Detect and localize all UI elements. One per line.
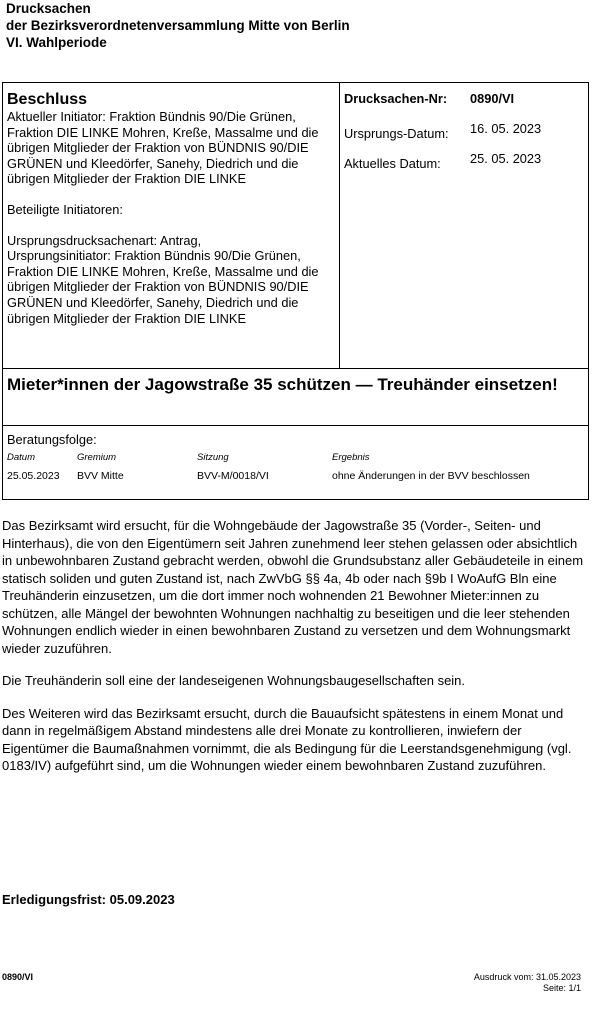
- row-session: BVV-M/0018/VI: [197, 470, 269, 482]
- document-type: Beschluss: [7, 91, 88, 108]
- origin-initiator: Ursprungsinitiator: Fraktion Bündnis 90/Die Grünen, Fraktion DIE LINKE Mohren, Kreße, Massalme und die übrigen Mitglieder der Fraktion von BÜNDNIS 90/DIE GRÜNEN und Kleedörfer, Sanehy, Diedrich und die übrigen Mitglieder der Fraktion DIE LINKE: [7, 248, 319, 326]
- document-title: Mieter*innen der Jagowstraße 35 schützen — Treuhänder einsetzen!: [3, 369, 588, 426]
- document-number-row: [344, 91, 584, 106]
- involved-initiators: Beteiligte Initiatoren:: [7, 201, 123, 217]
- row-committee: BVV Mitte: [77, 470, 124, 482]
- header-line-2: der Bezirksverordnetenversammlung Mitte von Berlin: [6, 18, 350, 33]
- consultation-header-row: [7, 452, 584, 464]
- metadata-table: [2, 82, 589, 500]
- print-date: Ausdruck vom: 31.05.2023: [473, 972, 581, 982]
- consultation-heading: Beratungsfolge:: [7, 432, 97, 447]
- current-initiator: Aktueller Initiator: Fraktion Bündnis 90/Die Grünen, Fraktion DIE LINKE Mohren, Kreße, Massalme und die übrigen Mitglieder der Fraktion von BÜNDNIS 90/DIE GRÜNEN und Kleedörfer, Sanehy, Diedrich und die übrigen Mitglieder der Fraktion DIE LINKE: [7, 109, 319, 187]
- col-session-header: Sitzung: [197, 452, 229, 463]
- origin-type: Ursprungsdrucksachenart: Antrag,: [7, 232, 202, 248]
- document-number-value: 0890/VI: [470, 91, 515, 106]
- origin-date-value: 16. 05. 2023: [470, 121, 542, 136]
- row-result: ohne Änderungen in der BVV beschlossen: [332, 470, 530, 482]
- deadline: Erledigungsfrist: 05.09.2023: [2, 892, 175, 907]
- footer-document-number: 0890/VI: [2, 972, 34, 982]
- header-line-1: Drucksachen: [6, 1, 91, 16]
- current-date-value: 25. 05. 2023: [470, 151, 542, 166]
- current-date-row: [344, 151, 584, 171]
- consultation-section: [3, 426, 588, 499]
- header-line-3: VI. Wahlperiode: [6, 35, 107, 50]
- row-date: 25.05.2023: [7, 470, 60, 482]
- resolution-text: [2, 517, 587, 790]
- paragraph-1: Das Bezirksamt wird ersucht, für die Wohngebäude der Jagowstraße 35 (Vorder-, Seiten- und Hinterhaus), die von den Eigentümern seit Jahren zunehmend leer stehen gelassen oder absichtlich in unbewohnbaren Zustand gebracht werden, obwohl die Grundsubstanz aller Gebäudeteile in einem statisch soliden und guten Zustand ist, nach ZwVbG §§ 4a, 4b oder nach §9b I WoAufG Bln eine Treuhänderin einzusetzen, um die dort immer noch wohnenden 21 Bewohner Mieter:innen zu schützen, alle Mängel der bewohnten Wohnungen nachhaltig zu beseitigen und die leer stehenden Wohnungen endlich wieder in einen bewohnbaren Zustand zu versetzen und dem Wohnungsmarkt wieder zuzuführen.: [2, 518, 584, 656]
- page-number: Seite: 1/1: [542, 983, 581, 993]
- document-header: [6, 0, 350, 51]
- col-result-header: Ergebnis: [332, 452, 370, 463]
- initiator-cell: [3, 83, 340, 368]
- footer-print-info: [474, 972, 581, 994]
- dates-cell: [340, 83, 588, 368]
- document-number-label: Drucksachen-Nr:: [344, 91, 448, 106]
- paragraph-3: Des Weiteren wird das Bezirksamt ersucht, durch die Bauaufsicht spätestens in einem Monat und dann in regelmäßigem Abstand mindestens alle drei Monate zu kontrollieren, inwiefern der Eigentümer die Baumaßnahmen vornimmt, die als Bedingung für die Leerstandsgenehmigung (vgl. 0183/IV) aufgeführt sind, um die Wohnungen wieder einem bewohnbaren Zustand zuzuführen.: [2, 705, 572, 773]
- col-committee-header: Gremium: [77, 452, 117, 463]
- origin-date-row: [344, 121, 584, 141]
- current-date-label: Aktuelles Datum:: [344, 156, 441, 171]
- col-date-header: Datum: [7, 452, 35, 463]
- origin-date-label: Ursprungs-Datum:: [344, 126, 449, 141]
- paragraph-2: Die Treuhänderin soll eine der landeseigenen Wohnungsbaugesellschaften sein.: [2, 673, 466, 688]
- consultation-row: [7, 470, 584, 482]
